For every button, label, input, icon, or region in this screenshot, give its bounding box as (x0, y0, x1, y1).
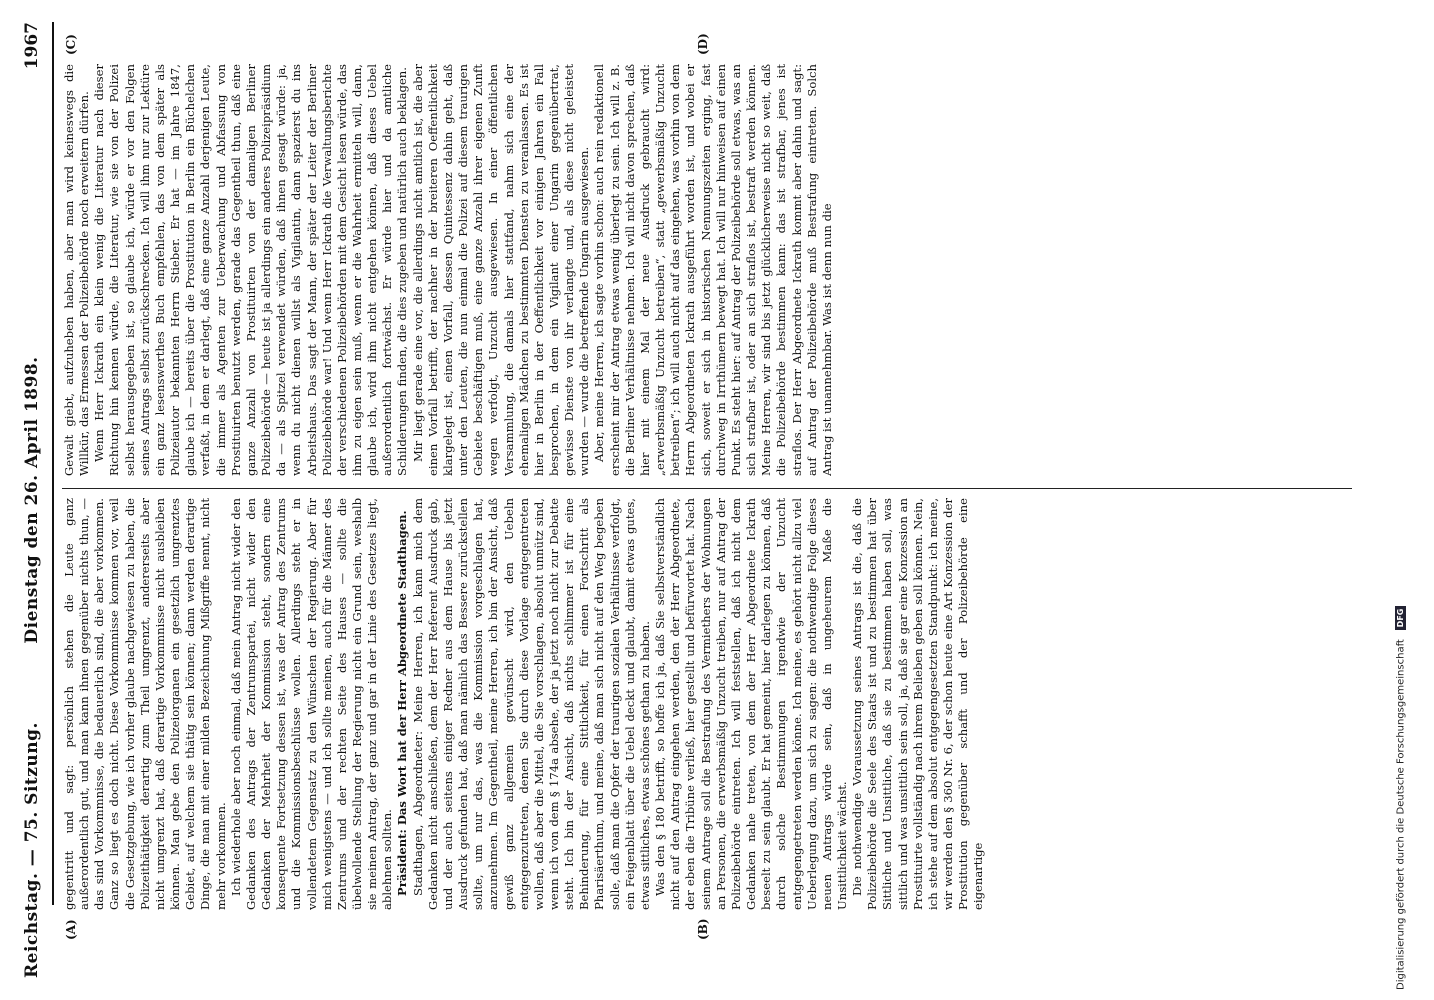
paragraph-president: Präsident: Das Wort hat der Herr Abgeordnete Stadthagen. (395, 510, 410, 896)
page-number: 1967 (22, 22, 42, 70)
paragraph: Wenn Herr Ickrath ein klein wenig die Literatur nach dieser Richtung hin kennen würde, die Literatur, wie sie von der Polizei selbst herausgegeben ist, so glaube ich, würde er vor den Folgen seines Antrags selbst zurückschrecken. Ich will ihm nur zur Lektüre ein ganz lesenswerthes Buch empfehlen, das von dem später als Polizeiautor bekannten Herrn Stieber. Er hat — im Jahre 1847, glaube ich — bereits über die Prostitution in Berlin ein Büchelchen verfaßt, in dem er darlegt, daß eine ganze Anzahl derjenigen Leute, die immer als Agenten zur Ueberwachung und Abfassung von Prostituirten benutzt werden, gerade das Gegentheil thun, daß eine ganze Anzahl von Prostituirten von der damaligen Berliner Polizeibehörde — heute ist ja allerdings ein anderes Polizeipräsidium da — als Spitzel verwendet würden, daß ihnen gesagt würde: ja, wenn du nicht dienen willst als Vigilantin, dann spazierst du ins Arbeitshaus. Das sagt der Mann, der später der Leiter der Berliner Polizeibehörde war! Und wenn Herr Ickrath die Verwaltungsberichte der verschiedenen Polizeibehörden mit dem Gesicht lesen würde, das ihm zu eigen sein muß, wenn er die Wahrheit ermitteln will, dann, glaube ich, wird ihm nicht entgehen können, daß dieses Uebel außerordentlich fortwächst. Er würde hier und da amtliche Schilderungen finden, die dies zugeben und natürlich auch beklagen. (92, 64, 410, 476)
paragraph: Mir liegt gerade eine vor, die allerdings nicht amtlich ist, die aber einen Vorfall betrifft, der nachher in der breiteren Oeffentlichkeit klargelegt ist, einen Vorfall, dessen Quintessenz dahin geht, daß unter den Leuten, die nun einmal die Polizei auf diesem traurigen Gebiete beschäftigen muß, eine ganze Anzahl ihrer eigenen Zunft wegen verfolgt, Unzucht ausgewiesen. In einer öffentlichen Versammlung, die damals hier stattfand, nahm sich eine der ehemaligen Mädchen zu bestimmten Diensten zu veranlassen. Es ist hier in Berlin in der Oeffentlichkeit vor einigen Jahren ein Fall besprochen, in dem ein Vigilant einer Ungarin gegenübertrat, gewisse Dienste von ihr verlangte und, als diese nicht geleistet wurden — wurde die betreffende Ungarin ausgewiesen. (410, 64, 592, 476)
margin-marker-d: (D) (696, 33, 710, 55)
text-column-left (62, 498, 1352, 910)
column-divider (62, 488, 1352, 489)
footer-text: Digitalisierung gefördert durch die Deutsche Forschungsgemeinschaft (1395, 639, 1407, 990)
running-header-date: Dienstag den 26. April 1898. (22, 356, 42, 644)
paragraph: Was den § 180 betrifft, so hoffe ich ja, daß Sie selbstverständlich nicht auf den Antrag eingehen werden, den der Herr Abgeordnete, der eben die Tribüne verließ, hier gestellt und befürwortet hat. Nach seinem Antrage soll die Bestrafung des Vermiethers der Wohnungen an Personen, die erwerbsmäßig Unzucht treiben, nur auf Antrag der Polizeibehörde eintreten. Ich will feststellen, daß ich nicht dem Gedanken nahe treten, von dem der Herr Abgeordnete Ickrath beseelt zu sein glaubt. Er hat gemeint, hier darlegen zu können, daß durch solche Bestimmungen irgendwie der Unzucht entgegengetreten werden könne. Ich meine, es gehört nicht allzu viel Ueberlegung dazu, um sich zu sagen: die nothwendige Folge dieses neuen Antrags würde sein, daß in ungeheurem Maße die Unsittlichkeit wächst. (653, 498, 849, 910)
margin-marker-c: (C) (64, 34, 78, 55)
header-rule (52, 22, 54, 905)
text-column-right (62, 64, 1352, 476)
paragraph: gegentritt und sagt: persönlich stehen die Leute ganz außerordentlich gut, und man kann ihnen gegenüber nichts thun, — das sind Vorkommnisse, die bedauerlich sind, die aber vorkommen. Ganz so liegt es doch nicht. Diese Vorkommnisse kommen vor, weil die Gesetzgebung, wie ich vorher glaube nachgewiesen zu haben, die Polizeithätigkeit derartig zum Theil umgrenzt, andererseits aber nicht umgrenzt hat, daß derartige Vorkommnisse nicht ausbleiben können. Man gebe den Polizeiorganen ein gesetzlich umgrenztes Gebiet, auf welchem sie thätig sein können; dann werden derartige Dinge, die man mit einer milden Bezeichnung Mißgriffe nennt, nicht mehr vorkommen. (62, 498, 228, 910)
dfg-logo: DFG (1395, 606, 1406, 630)
margin-marker-a: (A) (64, 919, 78, 940)
digitization-footer (1395, 606, 1407, 990)
paragraph: Aber, meine Herren, ich sagte vorhin schon: auch rein redaktionell erscheint mir der Antrag etwas wenig überlegt zu sein. Ich will z. B. die Berliner Verhältnisse nehmen. Ich will nicht davon sprechen, daß hier mit einem Mal der neue Ausdruck gebraucht wird: „erwerbsmäßig Unzucht betreiben“, statt „gewerbsmäßig Unzucht betreiben“; ich will auch nicht auf das eingehen, was vorhin von dem Herrn Abgeordneten Ickrath ausgeführt worden ist, und wobei er sich, soweit er sich in historischen Nennungszeiten erging, fast durchweg in Irrthümern bewegt hat. Ich will nur hinweisen auf einen Punkt. Es steht hier: auf Antrag der Polizeibehörde soll etwas, was an sich strafbar ist, oder an sich straflos ist, bestraft werden können. Meine Herren, wir sind bis jetzt glücklicherweise nicht so weit, daß die Polizeibehörde bestimmen kann: das ist strafbar, jenes ist straflos. Der Herr Abgeordnete Ickrath kommt aber dahin und sagt: auf Antrag der Polizeibehörde muß Bestrafung eintreten. Solch Antrag ist unannehmbar. Was ist denn nun die (592, 64, 834, 476)
running-header-left: Reichstag. — 75. Sitzung. (22, 722, 42, 978)
paragraph: Gewalt giebt, aufzuheben haben, aber man wird keineswegs die Willkür, das Ermessen der Polizeibehörde noch erweitern dürfen. (62, 64, 92, 476)
paragraph: Die nothwendige Voraussetzung seines Antrags ist die, daß die Polizeibehörde die Seele des Staats ist und zu bestimmen hat über Sittliche und Unsittliche, daß sie zu bestimmen haben soll, was sittlich und was unsittlich sein soll, ja, daß sie gar eine Konzession an Prostituirte vollständig nach ihrem Belieben geben soll können. Nein, ich stehe auf dem absolut entgegengesetzten Standpunkt: ich meine, wir werden den § 360 Nr. 6, der schon heute eine Art Konzession der Prostitution gegenüber schafft und der Polizeibehörde eine eigenartige (850, 498, 986, 910)
margin-marker-b: (B) (696, 918, 710, 940)
paragraph-speech: Stadthagen, Abgeordneter: Meine Herren, ich kann mich dem Gedanken nicht anschließen, dem der Herr Referent Ausdruck gab, und der auch seitens einiger Redner aus dem Hause bis jetzt Ausdruck gefunden hat, daß man nämlich das Bessere zurückstellen sollte, um nur das, was die Kommission vorgeschlagen hat, anzunehmen. Im Gegentheil, meine Herren, ich bin der Ansicht, daß gewiß ganz allgemein gewünscht wird, den Uebeln entgegenzutreten, denen Sie durch diese Vorlage entgegentreten wollen, daß aber die Mittel, die Sie vorschlagen, absolut unnütz sind, wenn ich von dem § 174a absehe, der ja jetzt noch nicht zur Debatte steht. Ich bin der Ansicht, daß nichts schlimmer ist für eine Behinderung, für eine Sittlichkeit, für einen Fortschritt als Pharisäerthum, und meine, daß man sich nicht auf den Weg begeben solle, daß man die Opfer der traurigen sozialen Verhältnisse verfolgt, ein Feigenblatt über die Uebel deckt und glaubt, damit etwas gutes, etwas sittliches, etwas schönes gethan zu haben. (410, 498, 652, 910)
paragraph: Ich wiederhole aber noch einmal, daß mein Antrag nicht wider den Gedanken des Antrags der Zentrumspartei, nicht wider den Gedanken der Mehrheit der Kommission steht, sondern eine konsequente Fortsetzung dessen ist, was der Antrag des Zentrums und die Kommissionsbeschlüsse wollen. Allerdings steht er in vollendetem Gegensatz zu den Wünschen der Regierung. Aber für mich wenigstens — und ich sollte meinen, auch für die Männer des Zentrums und der rechten Seite des Hauses — sollte die übelwollende Stellung der Regierung nicht ein Grund sein, weshalb sie meinen Antrag, der ganz und gar in der Linie des Gesetzes liegt, ablehnen sollten. (228, 498, 395, 910)
